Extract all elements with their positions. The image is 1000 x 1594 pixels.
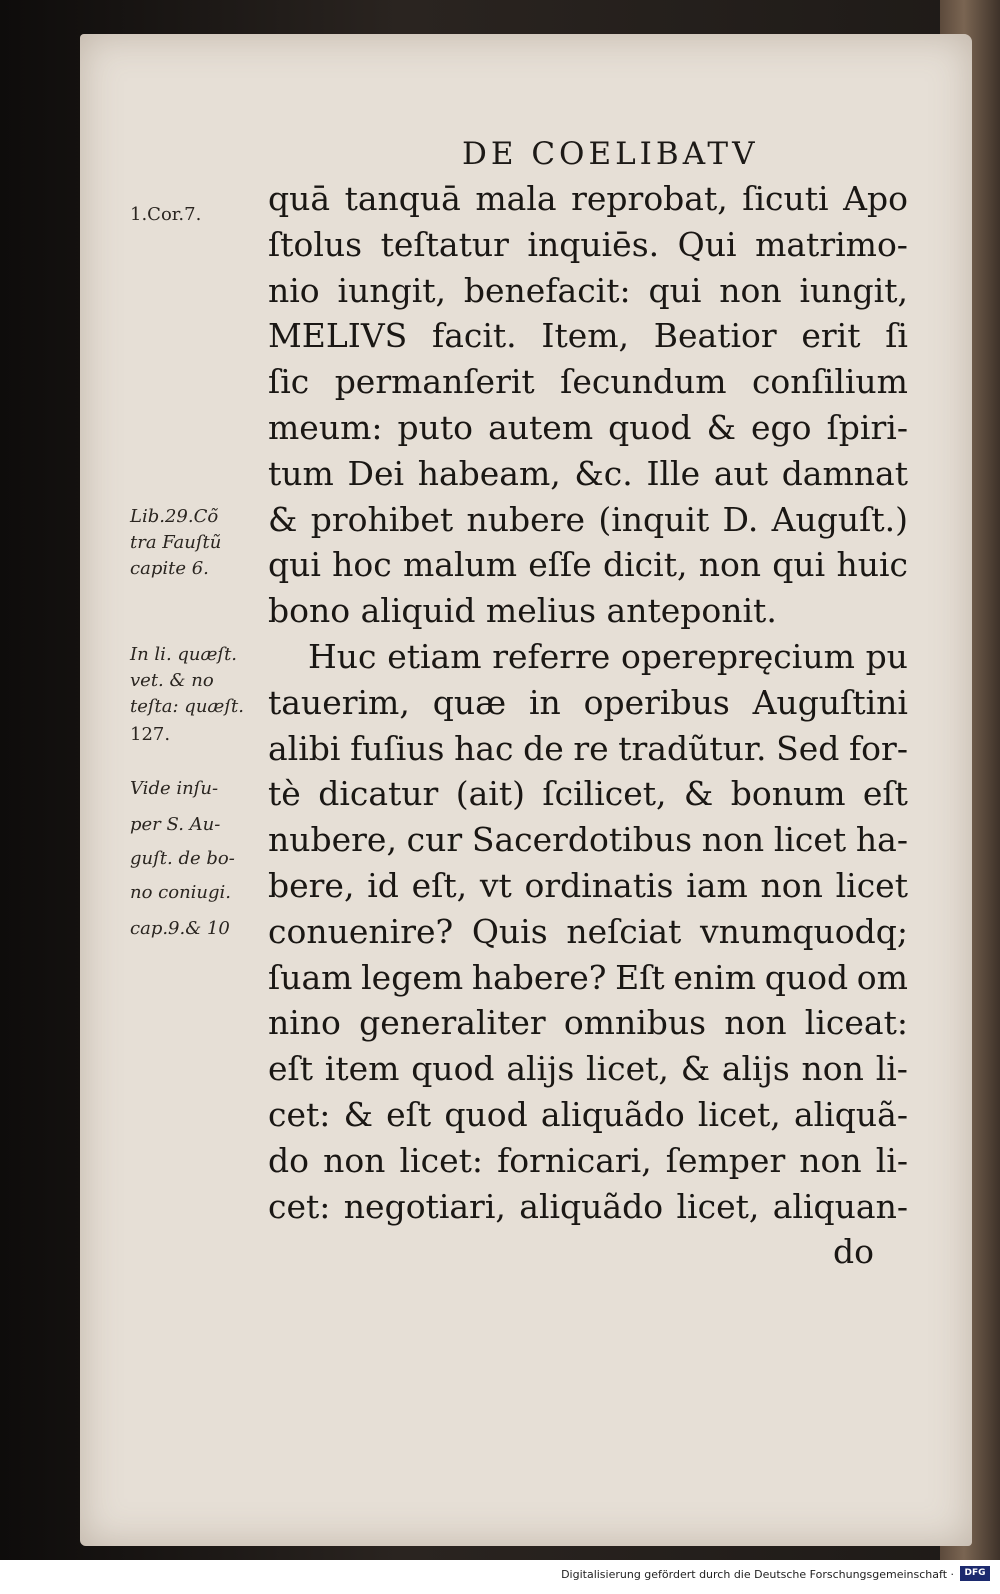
margin-note: In li. quæſt. [130,644,238,665]
text-line: nubere, cur Sacerdotibus non licet ha- [268,820,908,860]
text-line: tè dicatur (ait) ſcilicet, & bonum eſt [268,774,908,814]
margin-note: no coniugi. [130,882,232,903]
text-line: nino generaliter omnibus non liceat: [268,1003,908,1043]
text-line: ſuam legem habere? Eſt enim quod om [268,957,908,997]
footer-bar [0,1560,1000,1594]
running-header: DE COELIBATV [462,136,759,172]
text-line: qui hoc malum eſſe dicit, non qui huic [268,545,908,585]
margin-note: capite 6. [130,558,209,579]
text-line: meum: puto autem quod & ego ſpiri- [268,407,908,447]
text-line: MELIVS facit. Item, Beatior erit ſi [268,316,908,356]
text-line: bere, id eſt, vt ordinatis iam non licet [268,865,908,905]
text-line: & prohibet nubere (inquit D. Auguſt.) [268,499,908,539]
text-line: alibi fuſius hac de re tradũtur. Sed for- [268,728,908,768]
margin-note: Lib.29.Cõ [130,506,219,527]
margin-note: cap.9.& 10 [130,918,230,939]
text-line: bono aliquid melius anteponit. [268,591,777,631]
text-line: do non licet: fornicari, ſemper non li- [268,1140,908,1180]
text-line: ſic permanſerit ſecundum conſilium [268,362,908,402]
margin-note: 127. [130,724,171,745]
margin-note: 1.Cor.7. [130,204,202,225]
margin-note: vet. & no [130,670,214,691]
margin-note: guſt. de bo- [130,848,235,869]
margin-note: tra Fauſtũ [130,532,222,553]
text-line: quā tanquā mala reprobat, ſicuti Apo [268,179,908,218]
text-line: cet: negotiari, aliquãdo licet, aliquan- [268,1186,908,1226]
digitization-credit: Digitalisierung gefördert durch die Deutsche Forschungsgemeinschaft · [561,1568,954,1581]
text-line: tauerim, quæ in operibus Auguſtini [268,682,908,722]
text-line: tum Dei habeam, &c. Ille aut damnat [268,453,908,493]
body-text [268,176,908,1275]
text-line: conuenire? Quis neſciat vnumquodq; [268,911,908,951]
margin-note: teſta: quæſt. [130,696,244,717]
text-line: eſt item quod alijs licet, & alijs non li- [268,1049,908,1089]
text-line: ſtolus teſtatur inquiēs. Qui matrimo- [268,224,908,264]
text-line: nio iungit, benefacit: qui non iungit, [268,270,908,310]
margin-note: Vide inſu- [130,778,219,799]
margin-note: per S. Au- [130,814,221,835]
text-line: Huc etiam referre operepręcium pu [308,636,908,676]
text-line: cet: & eſt quod aliquãdo licet, aliquã- [268,1094,908,1134]
catchword: do [833,1232,874,1272]
dfg-logo-icon: DFG [960,1566,990,1581]
